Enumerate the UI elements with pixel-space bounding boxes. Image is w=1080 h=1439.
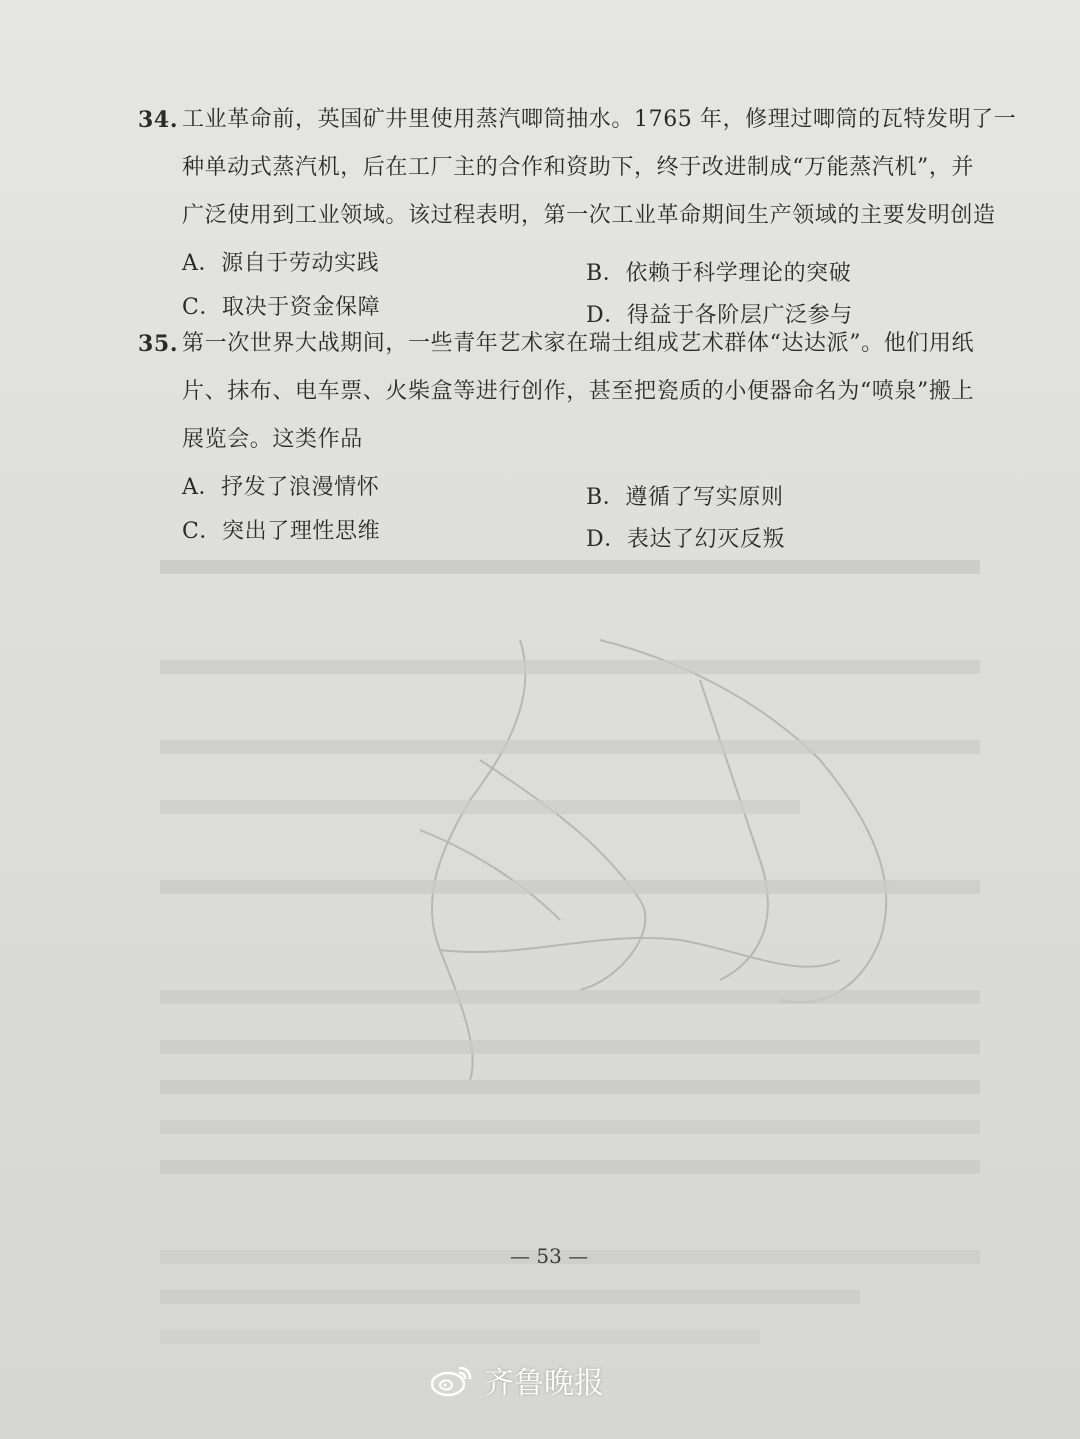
option-d: D．得益于各阶层广泛参与 bbox=[586, 303, 853, 328]
option-c: C．突出了理性思维 bbox=[182, 519, 381, 544]
question-number: 34. bbox=[138, 107, 179, 133]
option-b: B．依赖于科学理论的突破 bbox=[586, 261, 852, 286]
option-c: C．取决于资金保障 bbox=[182, 295, 381, 320]
question-text-line: 展览会。这类作品 bbox=[182, 427, 363, 452]
question-text-line: 第一次世界大战期间，一些青年艺术家在瑞士组成艺术群体“达达派”。他们用纸 bbox=[182, 331, 975, 356]
page-number: — 53 — bbox=[510, 1244, 589, 1268]
question-34 bbox=[138, 96, 1017, 336]
question-35 bbox=[138, 320, 978, 560]
watermark bbox=[430, 1358, 604, 1402]
question-text-line: 种单动式蒸汽机，后在工厂主的合作和资助下，终于改进制成“万能蒸汽机”，并 bbox=[182, 155, 975, 180]
question-text-line: 广泛使用到工业领域。该过程表明，第一次工业革命期间生产领域的主要发明创造 bbox=[182, 203, 996, 228]
weibo-icon bbox=[430, 1362, 474, 1398]
option-b: B．遵循了写实原则 bbox=[586, 485, 784, 510]
option-a: A．抒发了浪漫情怀 bbox=[182, 475, 380, 500]
question-text-line: 工业革命前，英国矿井里使用蒸汽唧筒抽水。1765 年，修理过唧筒的瓦特发明了一 bbox=[182, 107, 1017, 132]
answer-options bbox=[182, 464, 978, 560]
option-a: A．源自于劳动实践 bbox=[182, 251, 380, 276]
watermark-text: 齐鲁晚报 bbox=[484, 1366, 604, 1401]
option-d: D．表达了幻灭反叛 bbox=[586, 527, 786, 552]
question-text-line: 片、抹布、电车票、火柴盒等进行创作，甚至把瓷质的小便器命名为“喷泉”搬上 bbox=[182, 379, 975, 404]
question-number: 35. bbox=[138, 331, 179, 357]
